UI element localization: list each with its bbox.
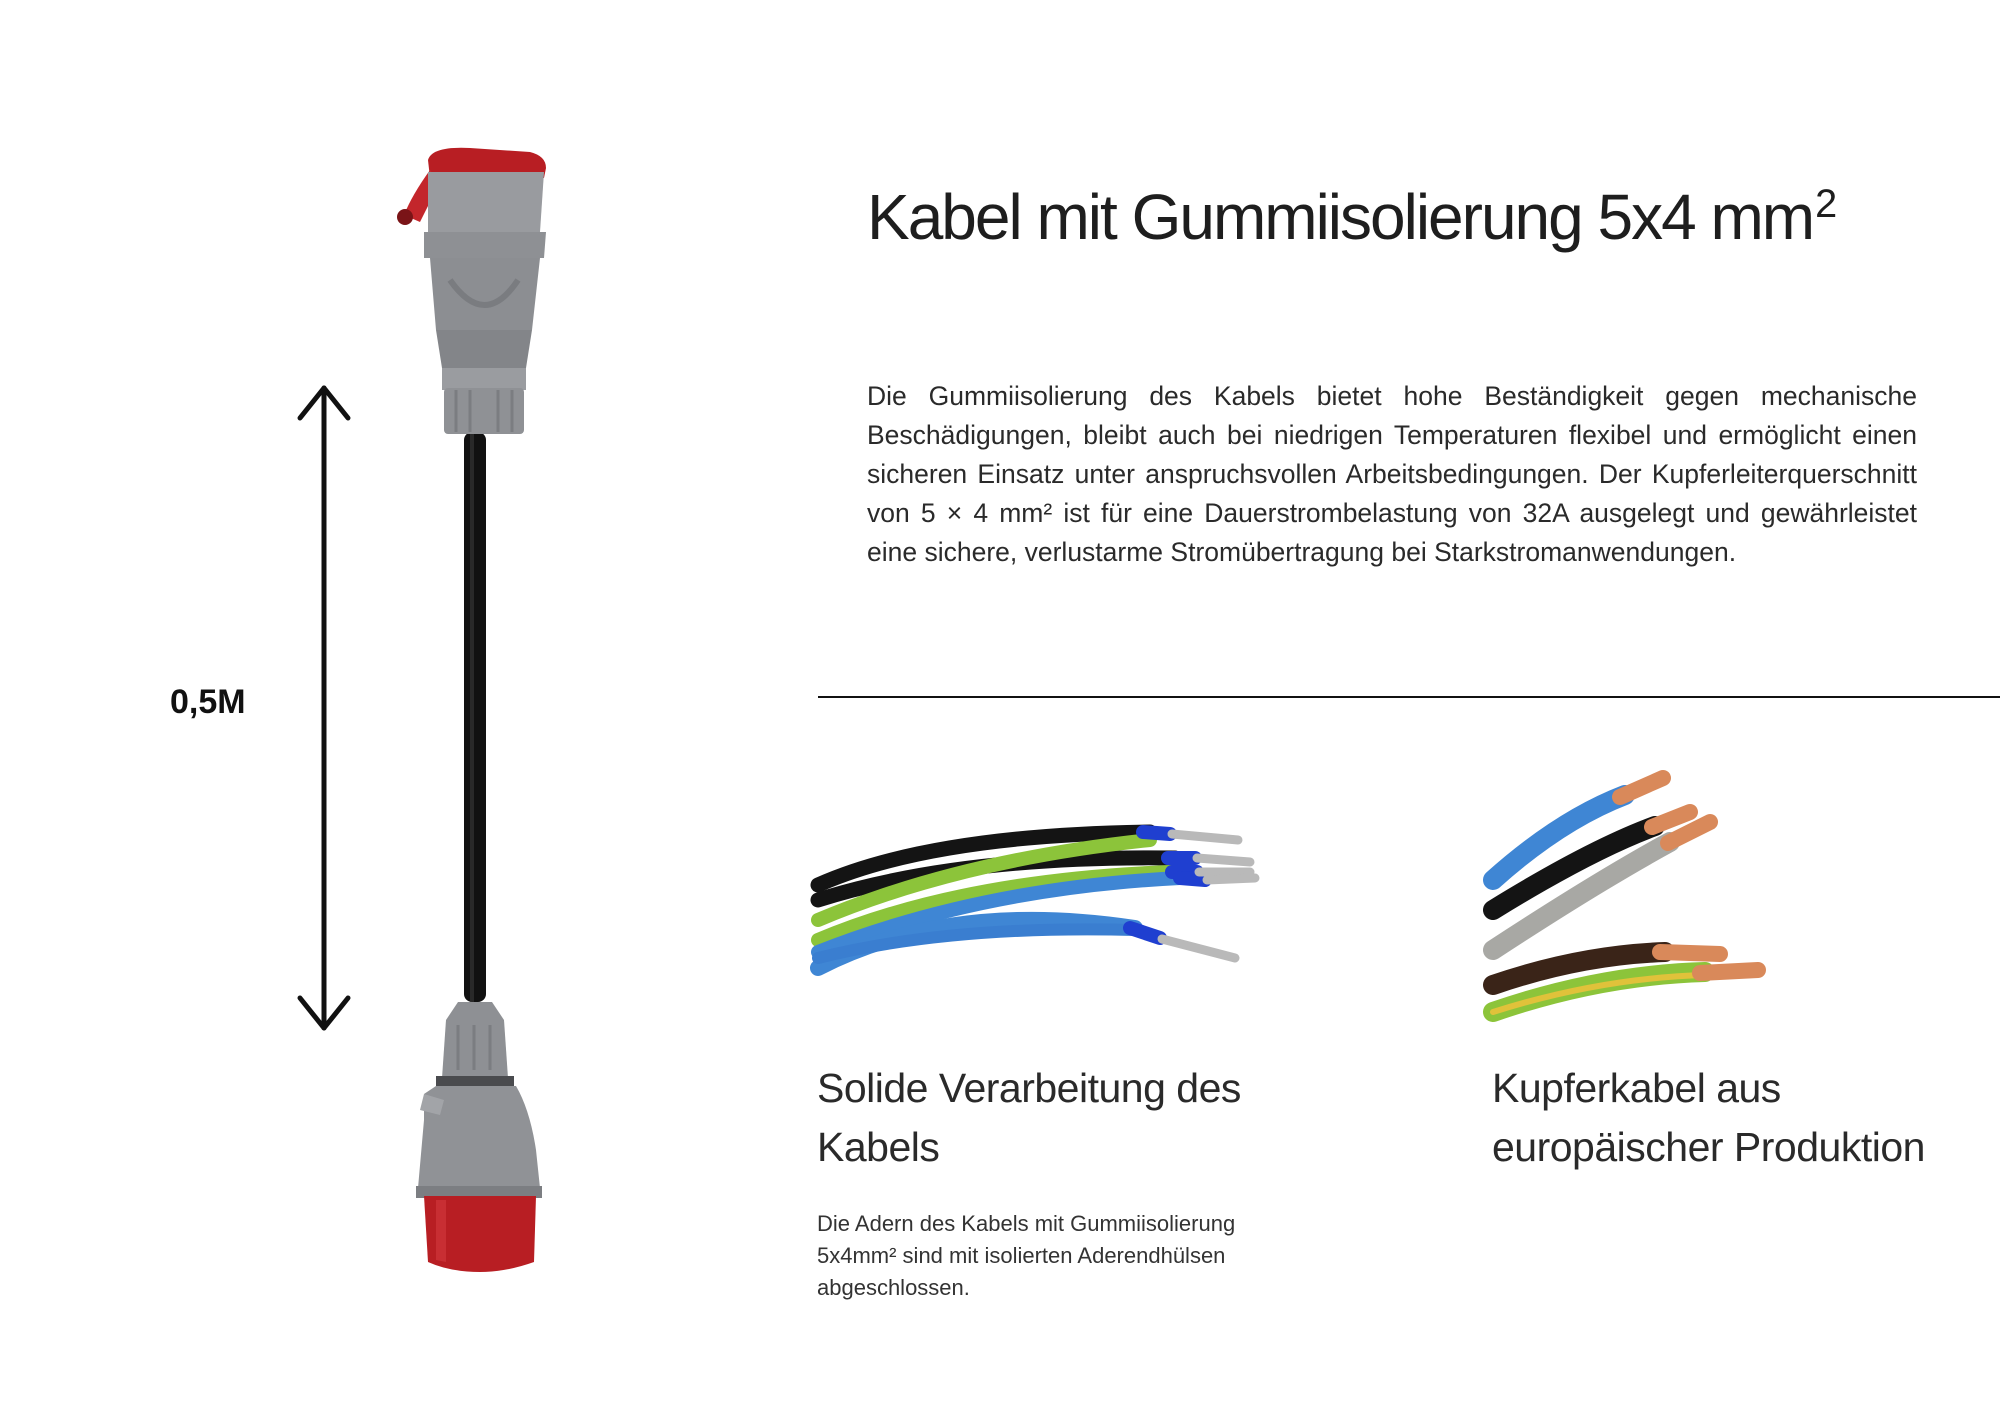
feature-description-workmanship: Die Adern des Kabels mit Gummiisolierung 5x4mm² sind mit isolierten Aderendhülsen abgeschlossen. (817, 1211, 1236, 1300)
bottom-connector (416, 1002, 542, 1272)
length-arrow-icon (300, 388, 348, 1028)
cable (464, 432, 486, 1002)
product-description: Die Gummiisolierung des Kabels bietet hohe Beständigkeit gegen mechanische Beschädigungen, bleibt auch bei niedrigen Temperaturen flexibel und ermöglicht einen sicheren Einsatz unter anspruchsvollen Arbeitsbedingungen. Der Kupferleiterquerschnitt von 5 × 4 mm² ist für eine Dauerstrombelastung von 32A ausgelegt und gewährleistet eine sichere, verlustarme Stromübertragung bei Starkstromanwendungen. (867, 381, 1917, 567)
feature-title-workmanship: Solide Verarbeitung des Kabels (817, 1065, 1241, 1170)
top-connector (397, 148, 546, 434)
divider (818, 696, 2000, 698)
page-title-text: Kabel mit Gummiisolierung 5x4 mm (867, 181, 1814, 253)
page-title-superscript: 2 (1815, 182, 1836, 227)
page-title (867, 180, 1967, 254)
length-label: 0,5M (170, 683, 246, 721)
wires-ferrules-image (818, 832, 1255, 968)
copper-wires-image (1493, 778, 1758, 1012)
feature-title-copper: Kupferkabel aus europäischer Produktion (1492, 1065, 1925, 1170)
